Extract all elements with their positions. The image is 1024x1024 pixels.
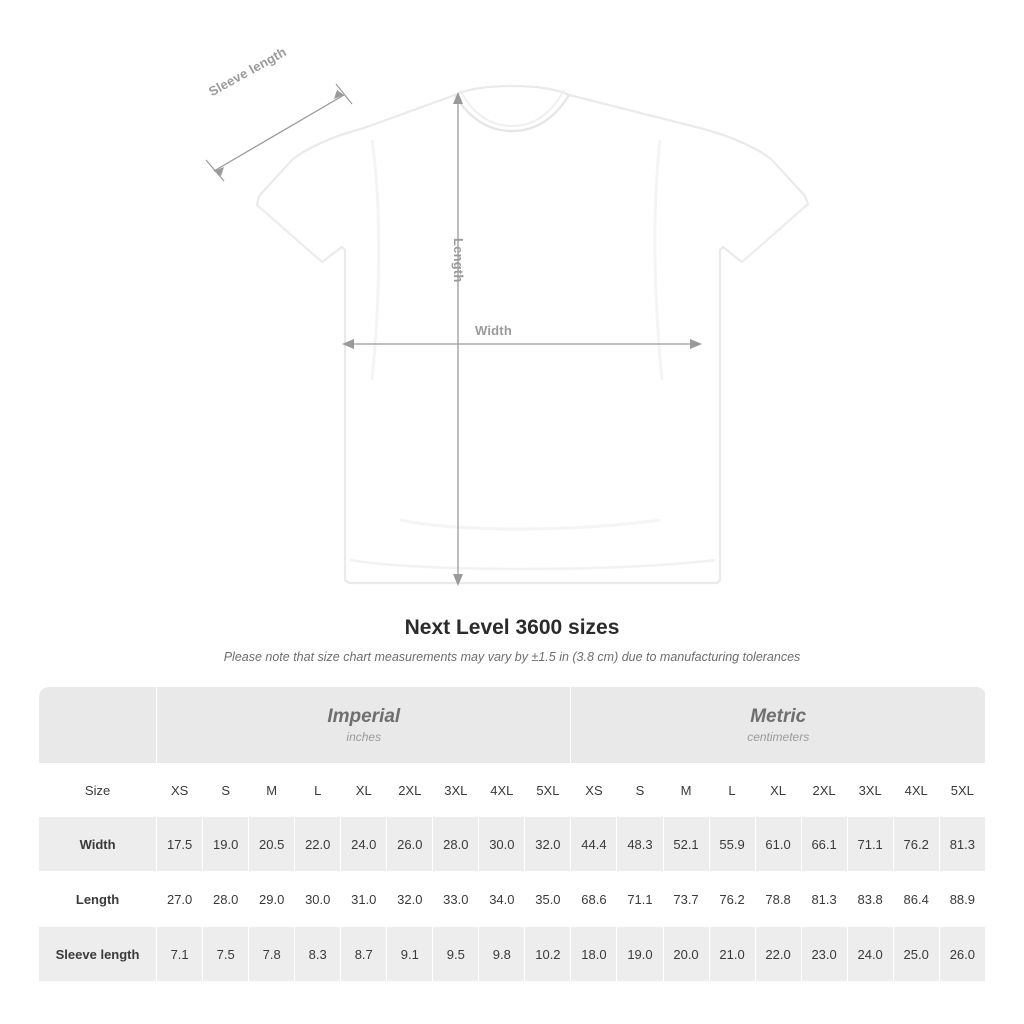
cell-sleeve-met-4xl: 25.0 [893,927,939,982]
tolerance-note: Please note that size chart measurements may vary by ±1.5 in (3.8 cm) due to manufacturing tolerances [223,650,801,664]
cell-width-imp-l: 22.0 [295,817,341,872]
cell-sleeve-imp-l: 8.3 [295,927,341,982]
cell-width-met-4xl: 76.2 [893,817,939,872]
column-header-imp-l: L [295,764,341,817]
size-chart-table [38,686,986,982]
cell-width-imp-s: 19.0 [203,817,249,872]
cell-length-imp-5xl: 35.0 [525,872,571,927]
cell-sleeve-imp-s: 7.5 [203,927,249,982]
column-header-met-xl: XL [755,764,801,817]
unit-header-row [39,687,986,764]
column-header-met-m: M [663,764,709,817]
unit-metric-sub: centimeters [747,730,810,745]
column-header-met-2xl: 2XL [801,764,847,817]
unit-row-spacer [39,687,157,764]
column-header-imp-xl: XL [341,764,387,817]
cell-length-met-s: 71.1 [617,872,663,927]
size-header-row [39,764,986,817]
cell-length-imp-xs: 27.0 [157,872,203,927]
cell-sleeve-imp-4xl: 9.8 [479,927,525,982]
cell-sleeve-met-2xl: 23.0 [801,927,847,982]
column-header-met-4xl: 4XL [893,764,939,817]
cell-width-imp-2xl: 26.0 [387,817,433,872]
cell-width-met-m: 52.1 [663,817,709,872]
column-header-imp-m: M [249,764,295,817]
cell-width-imp-5xl: 32.0 [525,817,571,872]
cell-sleeve-imp-2xl: 9.1 [387,927,433,982]
cell-width-imp-xs: 17.5 [157,817,203,872]
cell-length-imp-m: 29.0 [249,872,295,927]
cell-width-met-5xl: 81.3 [939,817,985,872]
title-block [0,616,1024,664]
cell-width-imp-m: 20.5 [249,817,295,872]
column-header-met-5xl: 5XL [939,764,985,817]
sleeve-length-label: Sleeve length [206,44,289,100]
cell-width-met-xs: 44.4 [571,817,617,872]
cell-length-imp-l: 30.0 [295,872,341,927]
cell-sleeve-met-l: 21.0 [709,927,755,982]
cell-sleeve-imp-xs: 7.1 [157,927,203,982]
cell-length-met-3xl: 83.8 [847,872,893,927]
cell-width-imp-xl: 24.0 [341,817,387,872]
cell-length-imp-4xl: 34.0 [479,872,525,927]
cell-sleeve-met-xl: 22.0 [755,927,801,982]
cell-sleeve-met-5xl: 26.0 [939,927,985,982]
row-label-width: Width [39,817,157,872]
cell-width-met-3xl: 71.1 [847,817,893,872]
column-header-met-3xl: 3XL [847,764,893,817]
page-title: Next Level 3600 sizes [404,616,620,639]
cell-width-met-l: 55.9 [709,817,755,872]
column-header-imp-s: S [203,764,249,817]
cell-width-imp-4xl: 30.0 [479,817,525,872]
cell-sleeve-met-xs: 18.0 [571,927,617,982]
column-header-imp-5xl: 5XL [525,764,571,817]
cell-length-imp-2xl: 32.0 [387,872,433,927]
cell-length-imp-xl: 31.0 [341,872,387,927]
column-header-imp-4xl: 4XL [479,764,525,817]
unit-metric-title: Metric [750,705,807,727]
width-label: Width [475,323,512,338]
size-chart-table-wrap [38,686,986,982]
cell-length-met-m: 73.7 [663,872,709,927]
length-label: Length [451,238,466,283]
cell-length-imp-3xl: 33.0 [433,872,479,927]
column-header-imp-2xl: 2XL [387,764,433,817]
cell-width-met-s: 48.3 [617,817,663,872]
cell-sleeve-imp-m: 7.8 [249,927,295,982]
table-row [39,817,986,872]
cell-length-met-4xl: 86.4 [893,872,939,927]
cell-length-met-2xl: 81.3 [801,872,847,927]
cell-length-met-5xl: 88.9 [939,872,985,927]
tshirt-shape [257,86,808,583]
cell-sleeve-imp-5xl: 10.2 [525,927,571,982]
cell-width-imp-3xl: 28.0 [433,817,479,872]
unit-metric-cell [571,687,986,764]
cell-length-met-xl: 78.8 [755,872,801,927]
column-header-imp-3xl: 3XL [433,764,479,817]
row-label-sleeve-length: Sleeve length [39,927,157,982]
unit-imperial-title: Imperial [327,705,401,727]
column-header-met-s: S [617,764,663,817]
cell-length-met-xs: 68.6 [571,872,617,927]
cell-sleeve-imp-xl: 8.7 [341,927,387,982]
cell-width-met-xl: 61.0 [755,817,801,872]
cell-sleeve-imp-3xl: 9.5 [433,927,479,982]
unit-imperial-sub: inches [346,730,382,745]
cell-sleeve-met-s: 19.0 [617,927,663,982]
table-row [39,872,986,927]
cell-width-met-2xl: 66.1 [801,817,847,872]
column-header-met-l: L [709,764,755,817]
cell-length-imp-s: 28.0 [203,872,249,927]
row-label-length: Length [39,872,157,927]
cell-length-met-l: 76.2 [709,872,755,927]
column-header-imp-xs: XS [157,764,203,817]
cell-sleeve-met-3xl: 24.0 [847,927,893,982]
column-header-size: Size [39,764,157,817]
column-header-met-xs: XS [571,764,617,817]
unit-imperial-cell [157,687,571,764]
cell-sleeve-met-m: 20.0 [663,927,709,982]
table-row [39,927,986,982]
